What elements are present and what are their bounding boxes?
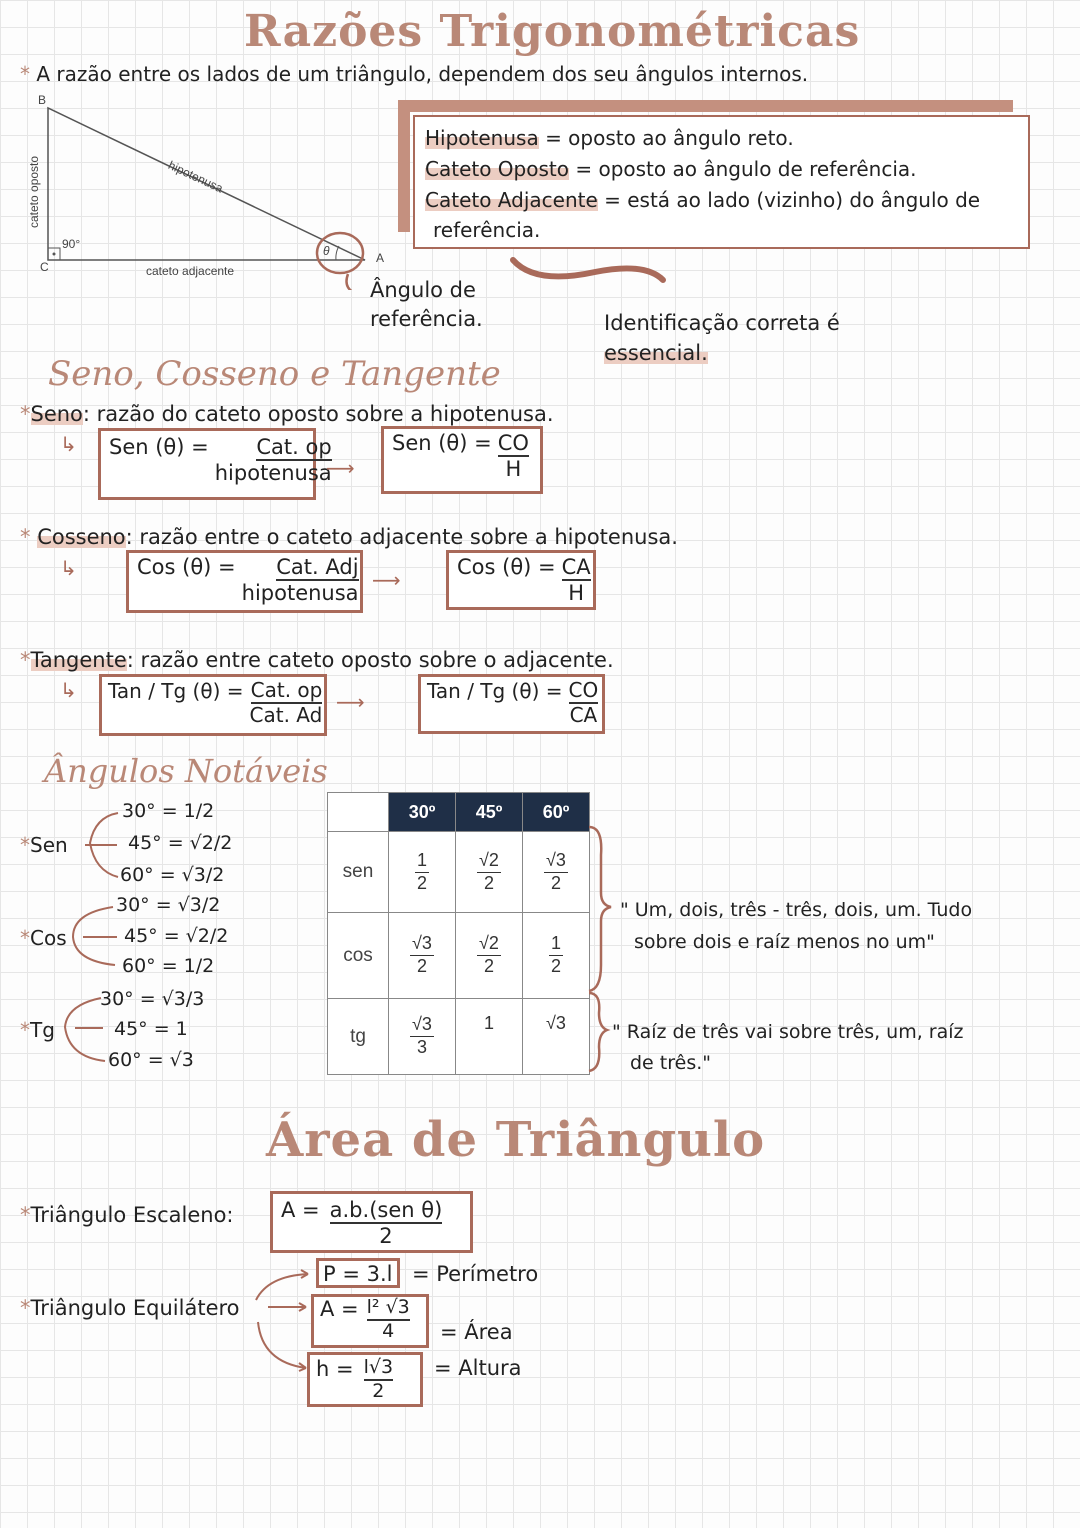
area-eq-label: = Área [440,1320,513,1344]
cell-cos-60 [523,913,590,999]
vertex-b-label: B [38,93,47,107]
notaveis-cos-label: *Cos [20,926,67,950]
mnemonic-1-line1: " Um, dois, três - três, dois, um. Tudo [620,899,973,921]
vertex-a-label: A [376,251,385,265]
definitions-box [413,115,1030,249]
area-eq-num: l² √3 [367,1297,410,1321]
def-opposite-text: = oposto ao ângulo de referência. [575,157,917,181]
cell-tg-30 [389,999,456,1075]
seno-short-lhs: Sen (θ) = [392,431,492,455]
cell-sen-45-num: √2 [477,850,501,873]
cosseno-definition: * Cosseno: razão entre o cateto adjacente sobre a hipotenusa. [20,525,678,549]
seno-right-arrow-icon: ⟶ [326,456,355,480]
sen-60-value: 60° = √3/2 [120,864,225,886]
escaleno-den: 2 [379,1224,393,1249]
escaleno-label: *Triângulo Escaleno: [20,1203,234,1227]
cosseno-right-arrow-icon: ⟶ [372,568,401,592]
row-head-tg: tg [328,999,389,1075]
table-header-row [328,793,590,832]
row-head-sen: sen [328,832,389,913]
tangente-definition: *Tangente: razão entre cateto oposto sobre o adjacente. [20,648,614,672]
definitions-box-shadow-side [398,100,410,232]
vertex-c-label: C [40,260,49,274]
sen-30-value: 30° = 1/2 [122,800,215,822]
def-hypotenuse-term: Hipotenusa [425,126,539,150]
cell-cos-30-num: √3 [410,933,434,956]
mnemonic-1 [620,894,972,958]
tangente-short-box [418,674,605,734]
height-lhs: h = [316,1357,354,1381]
mnemonic-2 [612,1017,964,1079]
intro-text: A razão entre os lados de um triângulo, dependem dos seu ângulos internos. [36,62,809,86]
tangente-text: : razão entre cateto oposto sobre o adjacente. [126,648,614,672]
cos-30-value: 30° = √3/2 [116,894,221,916]
intro-line: * A razão entre os lados de um triângulo, dependem dos seu ângulos internos. [20,62,809,86]
seno-formula-lhs: Sen (θ) = [109,435,209,459]
perimeter-formula: P = 3.l [323,1262,393,1286]
hypotenuse-label: hipotenusa [166,158,226,196]
tangente-arrow-icon: ↳ [60,678,77,702]
cell-sen-30 [389,832,456,913]
cell-sen-45 [456,832,523,913]
seno-formula-den: hipotenusa [214,461,332,486]
mnemonic-braces [585,825,615,1075]
seno-term: Seno [30,402,83,426]
table-row-tg [328,999,590,1075]
cell-cos-60-num: 1 [549,933,563,956]
tangente-short-den: CA [569,703,598,727]
seno-formula-num: Cat. op [256,435,331,461]
theta-label: θ [323,244,330,258]
table-corner-cell [328,793,389,832]
identification-arrow [505,250,675,295]
escaleno-lhs: A = [281,1198,320,1222]
tangente-formula-box [99,674,327,736]
tangente-short-lhs: Tan / Tg (θ) = [427,679,563,703]
cell-sen-45-den: 2 [483,872,494,893]
escaleno-formula-box [270,1191,473,1253]
height-den: 2 [372,1379,385,1402]
right-angle-label: 90° [62,237,81,251]
table-header-30: 30º [389,793,456,832]
sen-45-value: 45° = √2/2 [128,832,233,854]
cosseno-arrow-icon: ↳ [60,556,77,580]
table-header-45: 45º [456,793,523,832]
mnemonic-2-line2: de três." [630,1052,712,1074]
seno-short-num: CO [498,431,529,457]
height-num: l√3 [364,1357,393,1381]
cell-cos-45 [456,913,523,999]
table-row-sen [328,832,590,913]
def-opposite-term: Cateto Oposto [425,157,569,181]
tg-30-value: 30° = √3/3 [100,988,205,1010]
area-eq-lhs: A = [320,1297,359,1321]
cell-sen-60 [523,832,590,913]
def-adjacent-text: = está ao lado (vizinho) do ângulo de [604,188,981,212]
cell-tg-45: 1 [456,999,523,1075]
cell-tg-30-num: √3 [410,1014,434,1037]
cos-45-value: 45° = √2/2 [124,925,229,947]
table-header-60: 60º [523,793,590,832]
notaveis-tg-text: Tg [30,1018,55,1042]
tg-45-value: 45° = 1 [114,1018,188,1040]
cell-cos-60-den: 2 [550,956,561,976]
equilatero-label-text: Triângulo Equilátero [30,1296,240,1320]
reference-angle-note: Ângulo de referência. [370,278,483,331]
def-hypotenuse-text: = oposto ao ângulo reto. [545,126,794,150]
tangente-formula-lhs: Tan / Tg (θ) = [108,679,244,703]
notaveis-sen-text: Sen [30,833,68,857]
cell-cos-45-den: 2 [483,956,494,976]
cosseno-term: Cosseno [37,525,126,549]
identification-note-line2: essencial. [604,341,708,365]
section-sct-title: Seno, Cosseno e Tangente [48,354,501,394]
opposite-label: cateto oposto [27,155,41,228]
mnemonic-2-line1: " Raíz de três vai sobre três, um, raíz [612,1021,964,1043]
seno-short-box [381,426,543,494]
notaveis-tg-label: *Tg [20,1018,55,1042]
notaveis-table [327,792,590,1075]
section-notaveis-title: Ângulos Notáveis [44,752,328,790]
escaleno-label-text: Triângulo Escaleno: [30,1203,234,1227]
area-eq-box [311,1294,429,1348]
area-title: Área de Triângulo [266,1112,766,1168]
def-adjacent-term: Cateto Adjacente [425,188,598,212]
identification-note [604,308,840,368]
seno-definition: *Seno: razão do cateto oposto sobre a hipotenusa. [20,402,554,426]
cosseno-formula-box [126,550,363,613]
equilatero-label: *Triângulo Equilátero [20,1296,240,1320]
adjacent-label: cateto adjacente [146,264,235,278]
page-title: Razões Trigonométricas [244,6,861,57]
definitions-box-shadow [398,100,1013,112]
cell-sen-30-den: 2 [416,872,427,893]
cosseno-short-box [446,550,596,610]
cell-tg-30-den: 3 [416,1037,427,1057]
seno-arrow-icon: ↳ [60,432,77,456]
cosseno-text: : razão entre o cateto adjacente sobre a hipotenusa. [125,525,678,549]
notaveis-cos-text: Cos [30,926,67,950]
tangente-formula-num: Cat. op [250,678,323,702]
seno-text: : razão do cateto oposto sobre a hipotenusa. [82,402,554,426]
height-box [307,1352,423,1407]
cell-cos-30 [389,913,456,999]
cosseno-short-lhs: Cos (θ) = [457,555,556,579]
cosseno-formula-den: hipotenusa [241,581,359,606]
cell-cos-30-den: 2 [416,956,427,976]
tangente-formula-den: Cat. Ad [249,703,323,727]
tg-60-value: 60° = √3 [108,1049,194,1071]
escaleno-num: a.b.(sen θ) [330,1198,443,1224]
row-head-cos: cos [328,913,389,999]
area-eq-den: 4 [382,1319,395,1342]
table-row-cos [328,913,590,999]
seno-formula-box [98,428,332,500]
cell-tg-60: √3 [523,999,590,1075]
def-adjacent-cont: referência. [433,218,541,242]
identification-note-line1: Identificação correta é [604,311,840,335]
notaveis-sen-label: *Sen [20,833,68,857]
cell-sen-60-num: √3 [544,850,568,873]
cos-60-value: 60° = 1/2 [122,955,215,977]
tangente-short-num: CO [568,678,599,702]
cosseno-short-num: CA [562,555,591,581]
cosseno-short-den: H [568,581,585,606]
cell-sen-60-den: 2 [550,872,561,893]
cell-cos-45-num: √2 [477,933,501,956]
cosseno-formula-lhs: Cos (θ) = [137,555,236,579]
perimeter-box [316,1258,400,1288]
height-label: = Altura [434,1356,522,1380]
cell-sen-30-num: 1 [415,850,429,873]
tangente-term: Tangente [30,648,127,672]
tangente-right-arrow-icon: ⟶ [336,690,365,714]
mnemonic-1-line2: sobre dois e raíz menos no um" [634,931,935,953]
seno-short-den: H [505,457,522,482]
perimeter-label: = Perímetro [412,1262,539,1286]
cosseno-formula-num: Cat. Adj [276,555,358,581]
